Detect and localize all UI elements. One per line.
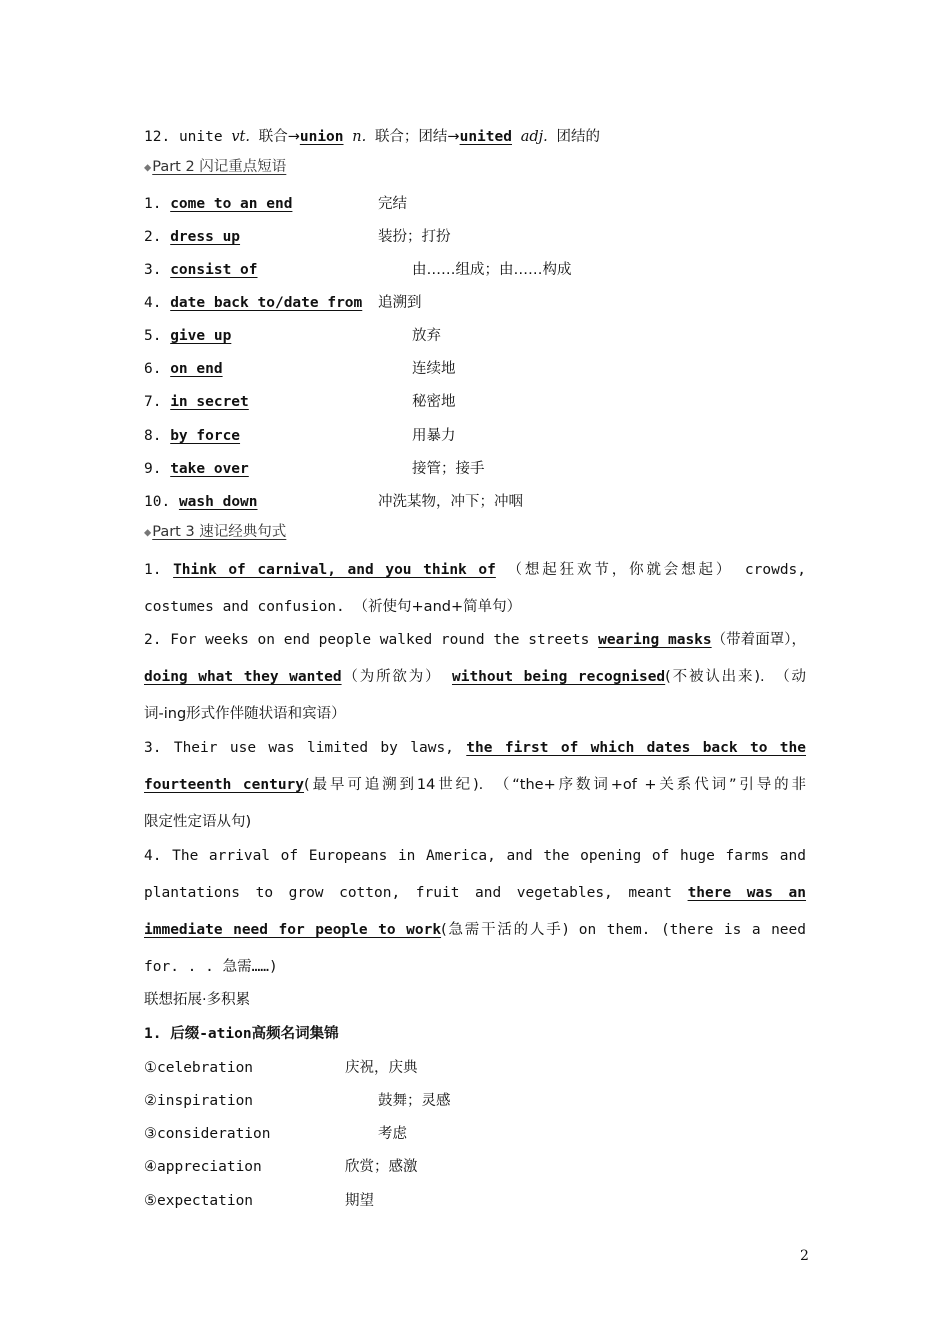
sentence-1-line-2: costumes and confusion. （祈使句+and+简单句） xyxy=(144,599,522,615)
word-meaning: 庆祝，庆典 xyxy=(345,1060,418,1076)
list-item: 1. come to an end xyxy=(144,196,293,212)
list-item: ②inspiration xyxy=(144,1093,254,1109)
list-item: 9. take over xyxy=(144,461,249,477)
key-phrase: the first of which dates back to the xyxy=(466,740,806,756)
phrase: come to an end xyxy=(170,196,293,212)
phrase-meaning: 用暴力 xyxy=(412,428,456,444)
phrase-meaning: 放弃 xyxy=(412,328,441,344)
sentence-3-line-1: 3. Their use was limited by laws, the first of which dates back to the xyxy=(144,740,806,756)
phrase: in secret xyxy=(170,394,249,410)
sentence-2-line-2 xyxy=(144,667,806,687)
phrase: give up xyxy=(170,328,232,344)
sentence-1-line-1: 1. Think of carnival, and you think of （想起狂欢节，你就会想起） crowds, xyxy=(144,562,807,578)
grammar-note: (there is a need xyxy=(660,922,806,938)
word-meaning: 鼓舞；灵感 xyxy=(378,1093,451,1109)
list-item: 5. give up xyxy=(144,328,232,344)
grammar-note: （“the+序数词+of +关系代词”引导的非 xyxy=(494,777,807,793)
phrase-meaning: 由……组成；由……构成 xyxy=(412,262,572,278)
section-title: Part 2 闪记重点短语 xyxy=(152,159,287,175)
word-meaning: 欣赏；感激 xyxy=(345,1159,418,1175)
sentence-2-line-1: 2. For weeks on end people walked round the streets wearing masks（带着面罩）， xyxy=(144,632,806,648)
phrase-meaning: 接管；接手 xyxy=(412,461,485,477)
phrase-meaning: 完结 xyxy=(378,196,407,212)
key-phrase: there was an xyxy=(687,885,807,901)
grammar-note: for. . . 急需……) xyxy=(144,959,278,975)
word-meaning: 期望 xyxy=(345,1193,374,1209)
gloss: （想起狂欢节，你就会想起） xyxy=(507,562,734,578)
grammar-note: 限定性定语从句) xyxy=(144,814,252,830)
list-item: ①celebration xyxy=(144,1060,254,1076)
vocab-meaning: 联合→ xyxy=(258,129,300,145)
grammar-note: 词-ing形式作伴随状语和宾语） xyxy=(144,706,346,722)
list-item: 7. in secret xyxy=(144,394,249,410)
list-item: 8. by force xyxy=(144,428,241,444)
vocab-meaning: 团结的 xyxy=(556,129,600,145)
phrase: dress up xyxy=(170,229,241,245)
list-item: 6. on end xyxy=(144,361,223,377)
key-phrase: without being recognised xyxy=(451,669,666,685)
derived-word: united xyxy=(459,129,512,145)
gloss: (最早可追溯到14世纪). xyxy=(304,777,484,793)
phrase: on end xyxy=(170,361,223,377)
phrase: consist of xyxy=(170,262,258,278)
key-phrase: immediate need for people to work xyxy=(144,922,442,938)
diamond-bullet-icon: ◆ xyxy=(144,160,152,174)
grammar-note: （动 xyxy=(775,669,807,685)
key-phrase: Think of carnival, and you think of xyxy=(173,562,496,578)
sentence-4-line-3: immediate need for people to work(急需干活的人手) on them. (there is a need xyxy=(144,922,806,938)
vocab-word: unite xyxy=(178,129,223,145)
gloss: （为所欲为） xyxy=(341,669,442,685)
phrase: date back to/date from xyxy=(170,295,363,311)
phrase-meaning: 追溯到 xyxy=(378,295,422,311)
page-number: 2 xyxy=(800,1248,809,1264)
grammar-note: （祈使句+and+简单句） xyxy=(353,599,522,615)
sentence-4-line-2: plantations to grow cotton, fruit and vegetables, meant there was an xyxy=(144,885,807,901)
sentence-4-line-1: 4. The arrival of Europeans in America, and the opening of huge farms and xyxy=(144,848,806,864)
part-of-speech: vt. xyxy=(231,129,250,145)
expansion-subtitle: 1. 后缀-ation高频名词集锦 xyxy=(144,1026,339,1042)
list-item: ③consideration xyxy=(144,1126,271,1142)
list-item: 3. consist of xyxy=(144,262,258,278)
gloss: (不被认出来). xyxy=(665,669,765,685)
key-phrase: fourteenth century xyxy=(144,777,305,793)
list-item: 4. date back to/date from xyxy=(144,295,363,311)
sentence-3-line-2 xyxy=(144,775,806,795)
part2-header xyxy=(144,157,286,177)
derived-word: union xyxy=(299,129,344,145)
phrase: by force xyxy=(170,428,241,444)
key-phrase: doing what they wanted xyxy=(144,669,342,685)
diamond-bullet-icon: ◆ xyxy=(144,525,152,539)
part-of-speech: adj. xyxy=(520,129,548,145)
key-phrase: wearing masks xyxy=(598,632,712,648)
expansion-title: 联想拓展·多积累 xyxy=(144,992,251,1008)
part3-header xyxy=(144,522,286,542)
part-of-speech: n. xyxy=(352,129,367,145)
gloss: （带着面罩）， xyxy=(711,632,806,648)
phrase: wash down xyxy=(178,494,258,510)
section-title: Part 3 速记经典句式 xyxy=(152,524,287,540)
list-item: ⑤expectation xyxy=(144,1193,254,1209)
list-item: ④appreciation xyxy=(144,1159,262,1175)
vocab-item-12 xyxy=(144,127,600,147)
phrase-meaning: 冲洗某物，冲下；冲咽 xyxy=(378,494,523,510)
gloss: (急需干活的人手) xyxy=(441,922,569,938)
list-item: 10. wash down xyxy=(144,494,258,510)
vocab-meaning: 联合；团结→ xyxy=(374,129,460,145)
word-meaning: 考虑 xyxy=(378,1126,407,1142)
phrase-meaning: 连续地 xyxy=(412,361,456,377)
phrase-meaning: 装扮；打扮 xyxy=(378,229,451,245)
item-number: 12. xyxy=(144,129,171,145)
list-item: 2. dress up xyxy=(144,229,241,245)
phrase-meaning: 秘密地 xyxy=(412,394,456,410)
phrase: take over xyxy=(170,461,249,477)
